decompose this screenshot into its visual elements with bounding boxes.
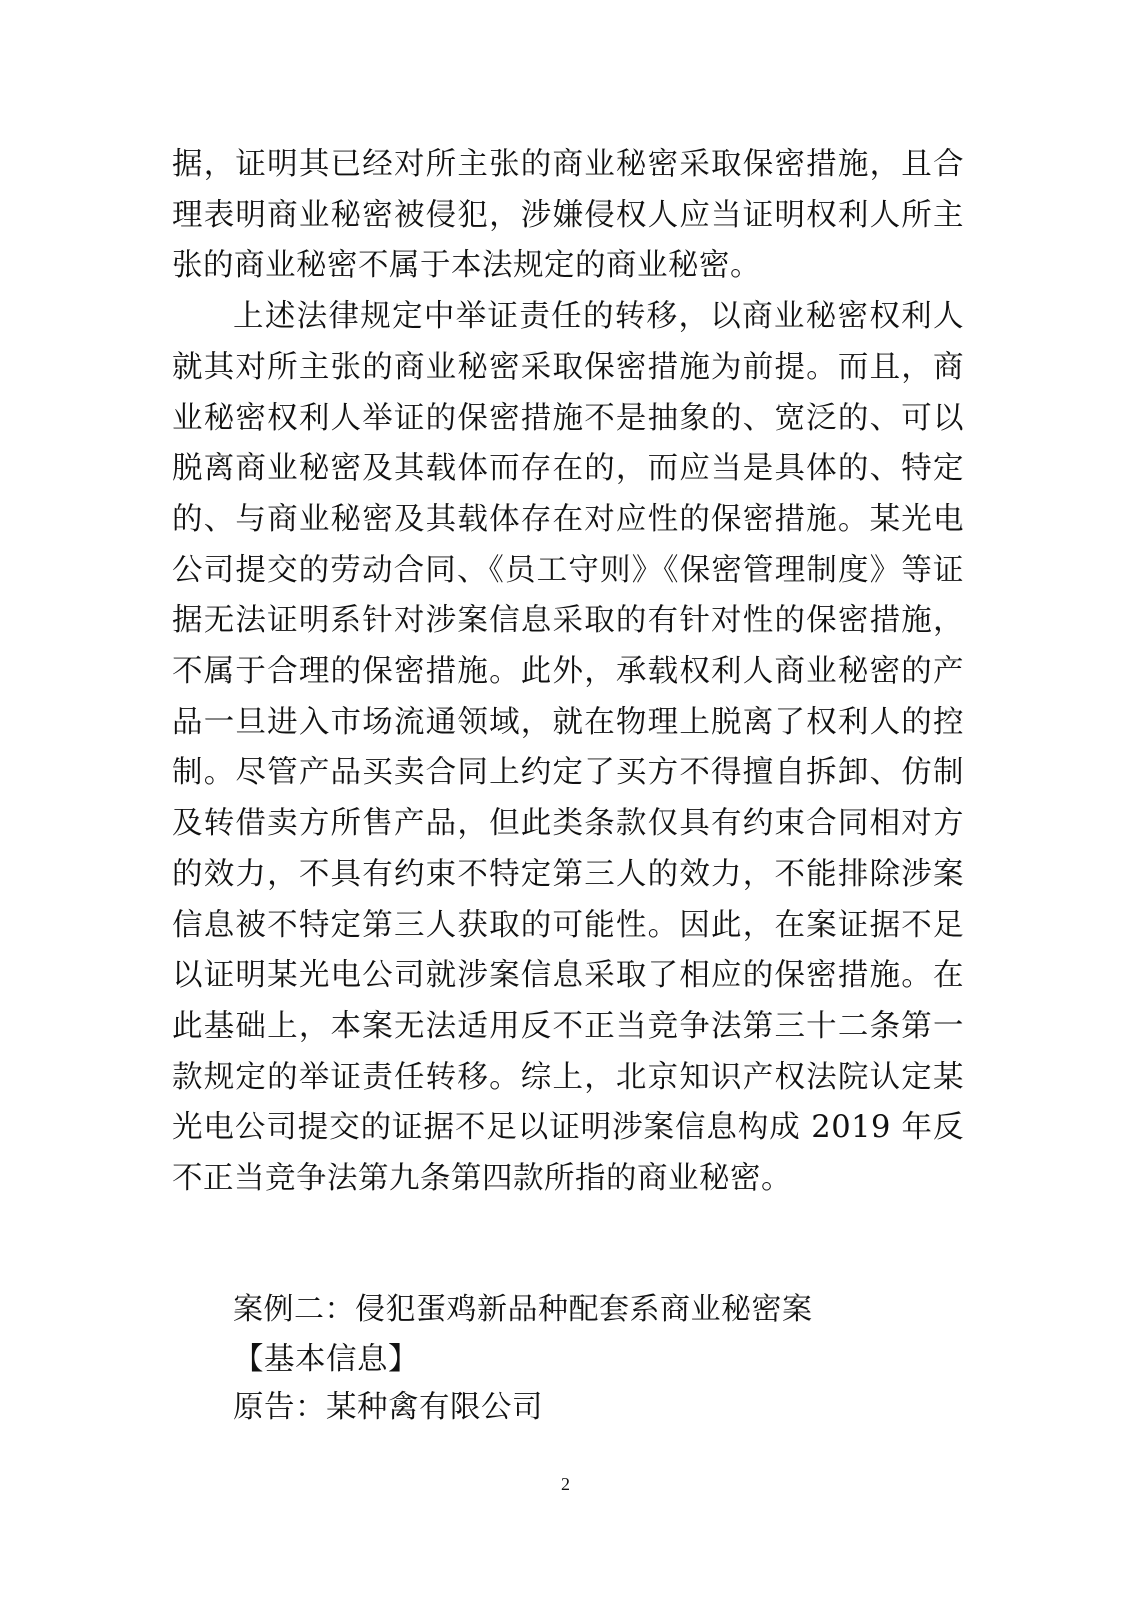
page-number: 2: [561, 1474, 570, 1494]
case-heading: 案例二：侵犯蛋鸡新品种配套系商业秘密案: [233, 1292, 813, 1327]
basic-info-label: 【基本信息】: [233, 1342, 419, 1377]
plaintiff-line: 原告：某种禽有限公司: [233, 1390, 543, 1425]
analysis-paragraph: 上述法律规定中举证责任的转移，以商业秘密权利人就其对所主张的商业秘密采取保密措施为前提。而且，商业秘密权利人举证的保密措施不是抽象的、宽泛的、可以脱离商业秘密及其载体而存在的，而应当是具体的、特定的、与商业秘密及其载体存在对应性的保密措施。某光电公司提交的劳动合同、《员工守则》《保密管理制度》等证据无法证明系针对涉案信息采取的有针对性的保密措施，不属于合理的保密措施。此外，承载权利人商业秘密的产品一旦进入市场流通领域，就在物理上脱离了权利人的控制。尽管产品买卖合同上约定了买方不得擅自拆卸、仿制及转借卖方所售产品，但此类条款仅具有约束合同相对方的效力，不具有约束不特定第三人的效力，不能排除涉案信息被不特定第三人获取的可能性。因此，在案证据不足以证明某光电公司就涉案信息采取了相应的保密措施。在此基础上，本案无法适用反不正当竞争法第三十二条第一款规定的举证责任转移。综上，北京知识产权法院认定某光电公司提交的证据不足以证明涉案信息构成 2019 年反不正当竞争法第九条第四款所指的商业秘密。: [172, 299, 964, 1197]
body-text: [172, 140, 964, 1205]
continuation-paragraph: 据，证明其已经对所主张的商业秘密采取保密措施，且合理表明商业秘密被侵犯，涉嫌侵权人应当证明权利人所主张的商业秘密不属于本法规定的商业秘密。: [172, 147, 964, 284]
